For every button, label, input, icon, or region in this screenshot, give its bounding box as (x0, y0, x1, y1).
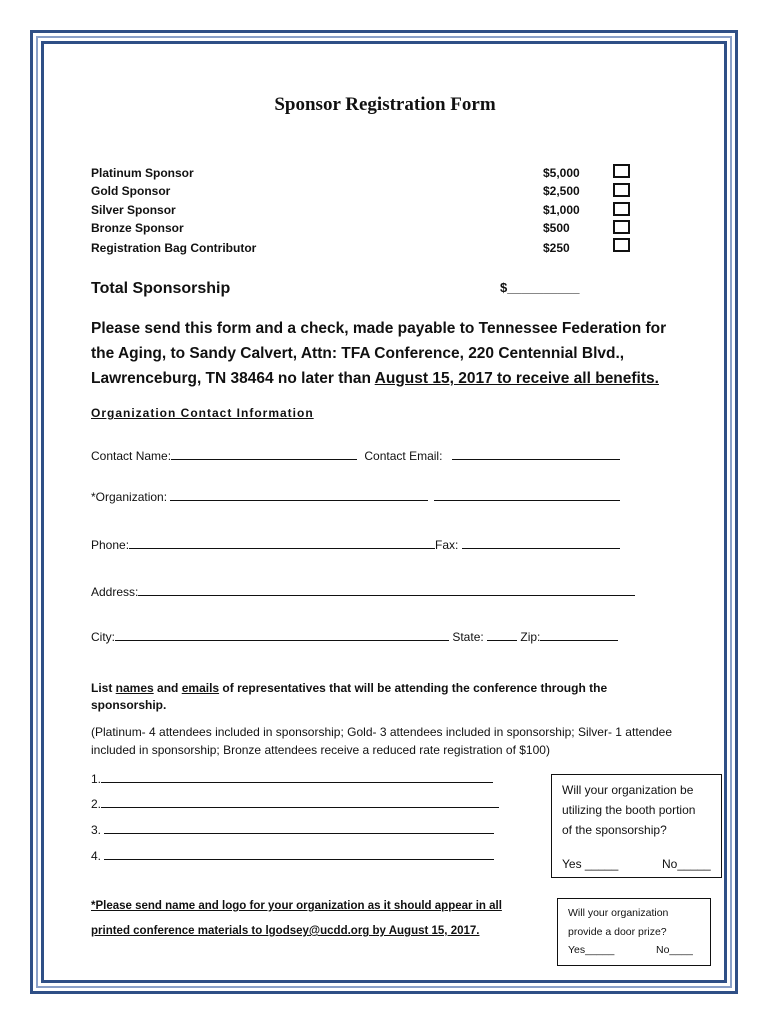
phone-field[interactable] (129, 537, 435, 549)
sponsor-level-bag: Registration Bag Contributor (91, 241, 257, 255)
sponsor-level-gold: Gold Sponsor (91, 184, 171, 198)
sponsor-amount-silver: $1,000 (543, 203, 580, 217)
city-field[interactable] (115, 629, 449, 641)
sponsor-amount-bag: $250 (543, 241, 570, 255)
form-title: Sponsor Registration Form (274, 94, 496, 115)
sponsor-amount-bronze: $500 (543, 221, 570, 235)
checkbox-bronze[interactable] (613, 220, 630, 234)
contact-name-label: Contact Name: (91, 449, 172, 463)
representatives-heading (91, 680, 651, 714)
organization-row (91, 489, 620, 504)
address-row (91, 584, 635, 599)
fax-field[interactable] (462, 537, 620, 549)
booth-question-line-3: of the sponsorship? (562, 823, 667, 837)
address-field[interactable] (138, 584, 635, 596)
contact-email-label: Contact Email: (364, 449, 443, 463)
door-prize-no-field[interactable]: No____ (656, 944, 693, 956)
logo-request-line-1: *Please send name and logo for your organization as it should appear in all (91, 900, 502, 912)
checkbox-gold[interactable] (613, 183, 630, 197)
contact-name-field[interactable] (171, 448, 357, 460)
checkbox-bag-contributor[interactable] (613, 238, 630, 252)
booth-question-box (551, 774, 722, 878)
representative-row-2 (91, 796, 499, 811)
city-row (91, 629, 618, 644)
state-field[interactable] (487, 629, 517, 641)
representative-field-2[interactable] (101, 796, 499, 808)
rep-heading-pre: List (91, 681, 116, 695)
representative-row-3 (91, 822, 494, 837)
sponsor-amount-platinum: $5,000 (543, 166, 580, 180)
address-label: Address: (91, 585, 139, 599)
representative-row-4 (91, 848, 494, 863)
phone-row (91, 537, 620, 552)
rep-heading-names: names (115, 681, 154, 695)
zip-label: Zip: (520, 630, 541, 644)
logo-request-line-2: printed conference materials to lgodsey@ucdd.org by August 15, 2017. (91, 925, 480, 937)
door-prize-box (557, 898, 711, 966)
contact-email-field[interactable] (452, 448, 620, 460)
rep-number: 1. (91, 772, 102, 786)
organization-label: *Organization: (91, 490, 168, 504)
sponsor-amount-gold: $2,500 (543, 184, 580, 198)
rep-heading-post: of representatives that will be attending the conference through the sponsorship. (91, 681, 608, 712)
representative-field-1[interactable] (101, 771, 493, 783)
booth-yes-field[interactable]: Yes _____ (562, 857, 619, 871)
phone-label: Phone: (91, 538, 130, 552)
sponsor-level-bronze: Bronze Sponsor (91, 221, 184, 235)
sponsor-level-silver: Silver Sponsor (91, 203, 176, 217)
instructions-line-3 (91, 366, 666, 391)
instructions-line-1: Please send this form and a check, made payable to Tennessee Federation for (91, 320, 667, 337)
mailing-instructions (91, 316, 666, 391)
contact-name-row (91, 448, 620, 463)
organization-field-2[interactable] (434, 489, 620, 501)
instructions-line-3-text: Lawrenceburg, TN 38464 no later than (91, 370, 375, 387)
city-label: City: (91, 630, 115, 644)
sponsor-level-platinum: Platinum Sponsor (91, 166, 194, 180)
rep-number: 4. (91, 849, 102, 863)
representative-field-4[interactable] (104, 848, 494, 860)
rep-heading-emails: emails (181, 681, 220, 695)
state-label: State: (452, 630, 484, 644)
total-sponsorship-field[interactable]: $__________ (500, 280, 580, 295)
fax-label: Fax: (435, 538, 459, 552)
booth-question-line-2: utilizing the booth portion (562, 803, 696, 817)
contact-section-heading: Organization Contact Information (91, 406, 314, 420)
rep-number: 3. (91, 823, 102, 837)
door-prize-line-1: Will your organization (568, 907, 669, 919)
total-sponsorship-label: Total Sponsorship (91, 280, 231, 297)
zip-field[interactable] (540, 629, 618, 641)
instructions-deadline: August 15, 2017 to receive all benefits. (374, 370, 659, 387)
door-prize-line-2: provide a door prize? (568, 926, 667, 938)
representative-field-3[interactable] (104, 822, 494, 834)
instructions-line-2: the Aging, to Sandy Calvert, Attn: TFA Conference, 220 Centennial Blvd., (91, 345, 625, 362)
rep-number: 2. (91, 797, 102, 811)
checkbox-silver[interactable] (613, 202, 630, 216)
attendee-allowance-note: (Platinum- 4 attendees included in sponsorship; Gold- 3 attendees included in sponsorship; Silver- 1 attendee included in sponsorship; Bronze attendees receive a reduced rate registration of $100) (91, 725, 673, 757)
checkbox-platinum[interactable] (613, 164, 630, 178)
rep-heading-and: and (153, 681, 182, 695)
representative-row-1 (91, 771, 493, 786)
organization-field[interactable] (170, 489, 428, 501)
booth-question-line-1: Will your organization be (562, 783, 694, 797)
booth-no-field[interactable]: No_____ (662, 857, 711, 871)
door-prize-yes-field[interactable]: Yes_____ (568, 944, 615, 956)
